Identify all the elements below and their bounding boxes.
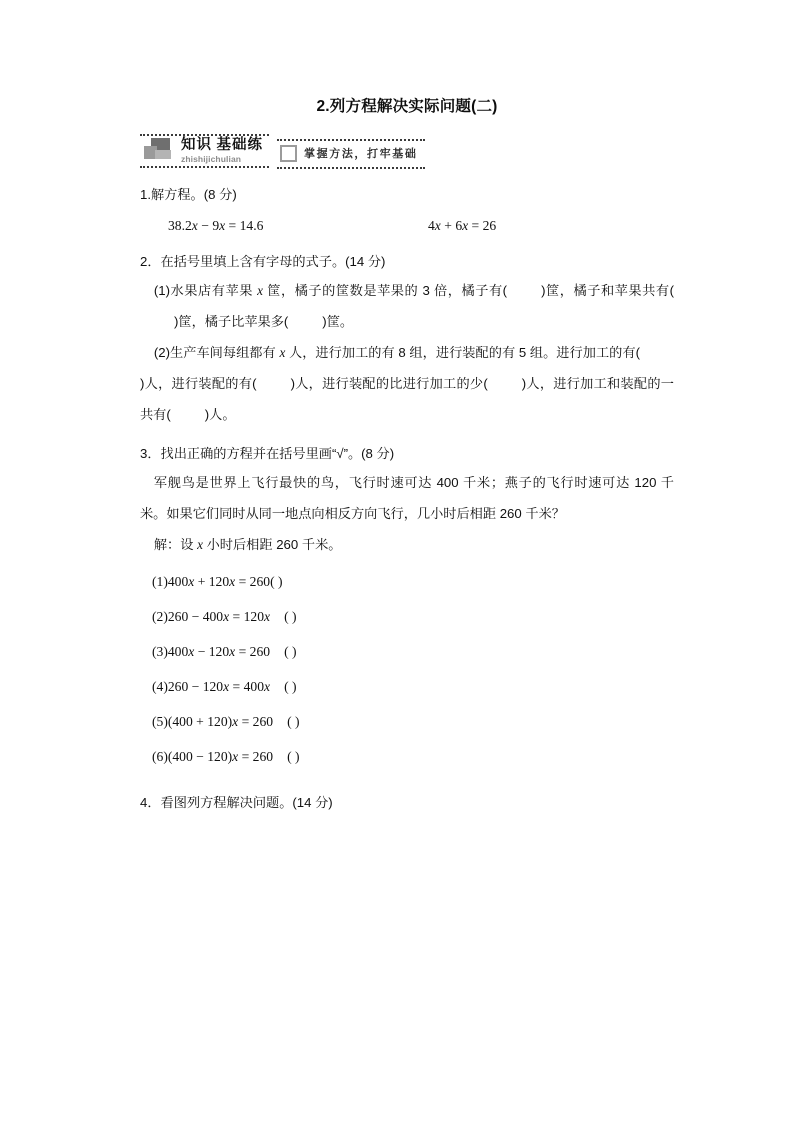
eq1-var-2: x: [219, 217, 226, 233]
question-1: [140, 181, 674, 234]
eq2-coef-a: 4: [428, 217, 435, 233]
q2-1-seg3: )筐，橘子和苹果共有(: [541, 282, 674, 298]
q2-2-seg4: )人，进行装配的比进行加工的少(: [290, 375, 488, 391]
question-3-solution-line: [140, 529, 674, 560]
q2-2-seg3: )人，进行装配的有(: [140, 375, 257, 391]
eq2-coef-b: 6: [455, 217, 463, 233]
badge-left-block: [140, 136, 269, 165]
q2-1-seg5: )筐。: [322, 313, 354, 329]
eq1-var-1: x: [191, 217, 198, 233]
option-5-expr: (400 + 120)x = 260: [167, 713, 274, 729]
page-content: [140, 98, 674, 820]
badge-text-group: [181, 138, 263, 164]
option-5-answer-paren[interactable]: ( ): [287, 713, 300, 729]
question-3-problem-text: 军舰鸟是世界上飞行最快的鸟，飞行时速可达 400 千米；燕子的飞行时速可达 120 千米。如果它们同时从同一地点向相反方向飞行，几小时后相距 260 千米？: [140, 474, 674, 521]
option-4-expr: 260 − 120x = 400x: [167, 678, 271, 694]
eq2-operator: +: [440, 217, 456, 233]
q2-2-seg2: 人，进行加工的有 8 组，进行装配的有 5 组。进行加工的有(: [285, 344, 640, 360]
option-2-answer-paren[interactable]: ( ): [284, 608, 297, 624]
option-3-answer-paren[interactable]: ( ): [284, 643, 297, 659]
q2-2-seg6: )人。: [204, 406, 236, 422]
question-1-heading: 1.解方程。(8 分): [140, 186, 237, 202]
question-3: [140, 440, 674, 765]
q2-2-seg5: )人，进行加工和装配的一共有(: [140, 375, 674, 422]
question-4-heading: 4．看图列方程解决问题。(14 分): [140, 794, 333, 810]
small-square-icon: [280, 145, 297, 162]
question-2-heading: 2．在括号里填上含有字母的式子。(14 分): [140, 253, 386, 269]
option-5[interactable]: [140, 714, 674, 730]
option-6[interactable]: [140, 749, 674, 765]
question-2: [140, 248, 674, 430]
option-3-label: (3): [152, 643, 168, 659]
option-2-label: (2): [152, 608, 168, 624]
badge-title: [181, 138, 263, 153]
stacked-squares-icon: [144, 138, 174, 162]
q2-1-seg2: 筐，橘子的筐数是苹果的 3 倍，橘子有(: [263, 282, 508, 298]
question-3-options: [140, 574, 674, 765]
question-4: [140, 789, 674, 816]
option-4-label: (4): [152, 678, 168, 694]
question-1-equation-row: [140, 218, 674, 234]
option-1-answer-paren[interactable]: ( ): [270, 573, 283, 589]
option-4[interactable]: [140, 679, 674, 695]
badge-pinyin: zhishijichulian: [181, 154, 242, 165]
eq1-coef-a: 38.2: [168, 217, 192, 233]
q2-1-seg1: 水果店有苹果: [169, 282, 258, 298]
option-5-label: (5): [152, 713, 168, 729]
q2-2-var: x: [279, 344, 286, 360]
eq2-var-2: x: [462, 217, 469, 233]
option-1-label: (1): [152, 573, 168, 589]
option-3-expr: 400x − 120x = 260: [167, 643, 271, 659]
eq2-rhs: 26: [482, 217, 497, 233]
option-6-label: (6): [152, 748, 168, 764]
badge-motto: 掌握方法，打牢基础: [304, 148, 418, 161]
eq1-rhs: 14.6: [239, 217, 264, 233]
option-2[interactable]: [140, 609, 674, 625]
q3-solution-post: 小时后相距 260 千米。: [202, 536, 342, 552]
equation-1: [168, 218, 418, 234]
eq1-equals: =: [225, 217, 240, 233]
option-2-expr: 260 − 400x = 120x: [167, 608, 271, 624]
q2-1-seg4: )筐，橘子比苹果多(: [174, 313, 289, 329]
option-3[interactable]: [140, 644, 674, 660]
section-badge: [140, 131, 674, 165]
q2-2-seg1: 生产车间每组都有: [169, 344, 280, 360]
question-2-item-2: [140, 337, 674, 430]
q2-1-var: x: [257, 282, 263, 298]
option-1[interactable]: [140, 574, 674, 590]
option-6-answer-paren[interactable]: ( ): [287, 748, 300, 764]
q3-solution-pre: 解：设: [153, 536, 198, 552]
eq2-equals: =: [468, 217, 483, 233]
option-1-expr: 400x + 120x = 260: [167, 573, 271, 589]
badge-title-part1: 知识: [181, 136, 212, 153]
eq1-operator: −: [197, 217, 213, 233]
q2-1-label: (1): [153, 282, 170, 298]
eq2-var-1: x: [434, 217, 441, 233]
badge-right-block: [277, 142, 425, 165]
q3-solution-var: x: [197, 536, 203, 552]
eq1-coef-b: 9: [212, 217, 220, 233]
question-2-item-1: [140, 275, 674, 337]
question-3-heading: 3．找出正确的方程并在括号里画“√”。(8 分): [140, 445, 395, 461]
badge-title-part2: 基础练: [216, 136, 264, 153]
option-4-answer-paren[interactable]: ( ): [284, 678, 297, 694]
option-6-expr: (400 − 120)x = 260: [167, 748, 274, 764]
equation-2: [428, 218, 496, 234]
page-title: 2.列方程解决实际问题(二): [316, 98, 498, 115]
q2-2-label: (2): [153, 344, 170, 360]
